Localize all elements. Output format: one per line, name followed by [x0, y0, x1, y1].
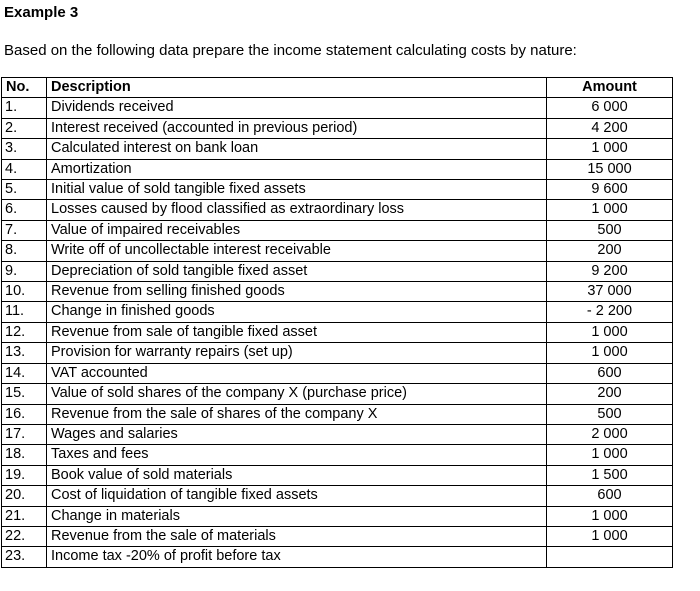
table-row	[2, 302, 673, 322]
table-row	[2, 241, 673, 261]
row-description: Revenue from sale of tangible fixed asset	[47, 322, 547, 342]
table-row	[2, 159, 673, 179]
row-number: 21.	[2, 506, 47, 526]
row-description: Income tax -20% of profit before tax	[47, 547, 547, 567]
row-amount: 4 200	[547, 118, 673, 138]
row-amount: 9 200	[547, 261, 673, 281]
row-amount: 1 000	[547, 445, 673, 465]
row-amount: 200	[547, 241, 673, 261]
row-number: 18.	[2, 445, 47, 465]
row-description: Revenue from the sale of shares of the company X	[47, 404, 547, 424]
row-number: 10.	[2, 282, 47, 302]
row-number: 9.	[2, 261, 47, 281]
row-amount: 600	[547, 363, 673, 383]
table-row	[2, 139, 673, 159]
row-amount: 1 000	[547, 200, 673, 220]
table-row	[2, 98, 673, 118]
row-amount: - 2 200	[547, 302, 673, 322]
row-description: Value of sold shares of the company X (purchase price)	[47, 384, 547, 404]
row-number: 8.	[2, 241, 47, 261]
row-number: 19.	[2, 465, 47, 485]
table-row	[2, 118, 673, 138]
table-row	[2, 486, 673, 506]
row-description: Change in materials	[47, 506, 547, 526]
row-description: Dividends received	[47, 98, 547, 118]
table-row	[2, 465, 673, 485]
row-number: 23.	[2, 547, 47, 567]
row-amount: 1 000	[547, 506, 673, 526]
table-row	[2, 547, 673, 567]
row-description: VAT accounted	[47, 363, 547, 383]
row-description: Wages and salaries	[47, 424, 547, 444]
row-amount: 37 000	[547, 282, 673, 302]
row-description: Taxes and fees	[47, 445, 547, 465]
row-number: 7.	[2, 220, 47, 240]
row-number: 11.	[2, 302, 47, 322]
example-title: Example 3	[4, 4, 79, 21]
row-number: 4.	[2, 159, 47, 179]
table-body	[2, 98, 673, 567]
row-description: Amortization	[47, 159, 547, 179]
row-number: 22.	[2, 526, 47, 546]
table-row	[2, 282, 673, 302]
table-row	[2, 424, 673, 444]
table-row	[2, 384, 673, 404]
row-description: Change in finished goods	[47, 302, 547, 322]
row-description: Write off of uncollectable interest receivable	[47, 241, 547, 261]
row-amount: 200	[547, 384, 673, 404]
row-number: 2.	[2, 118, 47, 138]
row-amount: 1 000	[547, 343, 673, 363]
row-number: 12.	[2, 322, 47, 342]
row-amount: 1 000	[547, 139, 673, 159]
table-row	[2, 261, 673, 281]
table-row	[2, 322, 673, 342]
row-amount: 600	[547, 486, 673, 506]
row-number: 15.	[2, 384, 47, 404]
row-description: Revenue from the sale of materials	[47, 526, 547, 546]
row-description: Depreciation of sold tangible fixed asset	[47, 261, 547, 281]
row-description: Provision for warranty repairs (set up)	[47, 343, 547, 363]
data-table	[1, 77, 673, 568]
row-number: 6.	[2, 200, 47, 220]
row-amount: 1 000	[547, 322, 673, 342]
row-number: 3.	[2, 139, 47, 159]
table-row	[2, 220, 673, 240]
table-row	[2, 404, 673, 424]
row-amount: 1 000	[547, 526, 673, 546]
row-description: Interest received (accounted in previous period)	[47, 118, 547, 138]
table-row	[2, 180, 673, 200]
row-description: Cost of liquidation of tangible fixed assets	[47, 486, 547, 506]
row-description: Losses caused by flood classified as extraordinary loss	[47, 200, 547, 220]
row-number: 1.	[2, 98, 47, 118]
row-number: 5.	[2, 180, 47, 200]
row-amount	[547, 547, 673, 567]
row-number: 20.	[2, 486, 47, 506]
header-no: No.	[2, 78, 47, 98]
row-amount: 500	[547, 404, 673, 424]
row-amount: 1 500	[547, 465, 673, 485]
row-amount: 15 000	[547, 159, 673, 179]
row-amount: 6 000	[547, 98, 673, 118]
table-header-row	[2, 78, 673, 98]
row-description: Book value of sold materials	[47, 465, 547, 485]
table-row	[2, 363, 673, 383]
table-row	[2, 445, 673, 465]
header-description: Description	[47, 78, 547, 98]
table-row	[2, 506, 673, 526]
row-description: Initial value of sold tangible fixed assets	[47, 180, 547, 200]
row-amount: 500	[547, 220, 673, 240]
instructions-text: Based on the following data prepare the income statement calculating costs by nature:	[4, 42, 577, 59]
row-amount: 9 600	[547, 180, 673, 200]
row-number: 16.	[2, 404, 47, 424]
row-description: Value of impaired receivables	[47, 220, 547, 240]
table-row	[2, 343, 673, 363]
row-number: 14.	[2, 363, 47, 383]
table-row	[2, 526, 673, 546]
table-row	[2, 200, 673, 220]
row-number: 17.	[2, 424, 47, 444]
header-amount: Amount	[547, 78, 673, 98]
row-description: Calculated interest on bank loan	[47, 139, 547, 159]
row-amount: 2 000	[547, 424, 673, 444]
row-description: Revenue from selling finished goods	[47, 282, 547, 302]
row-number: 13.	[2, 343, 47, 363]
